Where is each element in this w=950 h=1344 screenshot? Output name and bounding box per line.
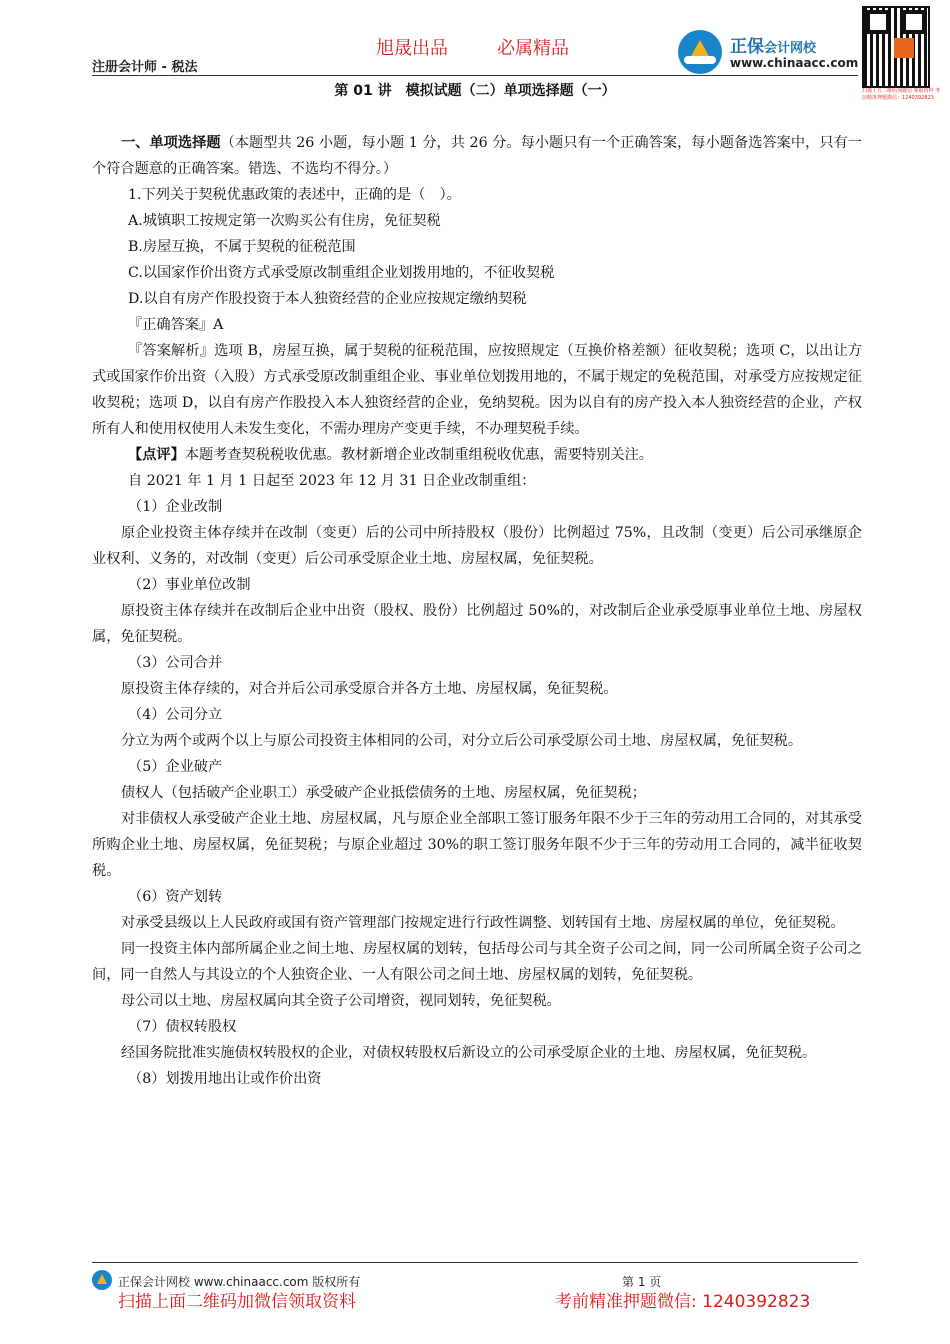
item-paragraph: 债权人（包括破产企业职工）承受破产企业抵偿债务的土地、房屋权属，免征契税； [121, 785, 646, 801]
qr-center-badge-icon [894, 38, 914, 58]
option-d: D.以自有房产作股投资于本人独资经营的企业应按规定缴纳契税 [128, 291, 527, 307]
footer-divider [92, 1262, 858, 1263]
item-paragraph: 原企业投资主体存续并在改制（变更）后的公司中所持股权（股份）比例超过 75%，且改制（变更）后公司承继原企业权利、义务的，对改制（变更）后公司承受原企业土地、房屋权属，免征契税。 [92, 525, 862, 567]
item-paragraph: 原投资主体存续的，对合并后公司承受原合并各方土地、房屋权属，免征契税。 [121, 681, 618, 697]
comment [92, 442, 862, 468]
item-label-3: （3）公司合并 [128, 655, 223, 671]
section-intro-text: （本题型共 26 小题，每小题 1 分，共 26 分。每小题只有一个正确答案，每小题备选答案中，只有一个符合题意的正确答案。错选、不选均不得分。） [92, 135, 862, 177]
qr-note: 扫描上方二维码加微信 领取资料 考前精准押题微信：1240392823 [862, 88, 941, 101]
footer-logo-icon [92, 1270, 112, 1290]
footer-promo-left: 扫描上面二维码加微信领取资料 [118, 1292, 356, 1312]
chinaacc-logo [678, 28, 858, 76]
section-intro [92, 130, 862, 182]
period-statement: 自 2021 年 1 月 1 日起至 2023 年 12 月 31 日企业改制重组： [128, 473, 536, 489]
option-c: C.以国家作价出资方式承受原改制重组企业划拨用地的，不征收契税 [128, 265, 555, 281]
item-label-8: （8）划拨用地出让或作价出资 [128, 1071, 322, 1087]
item-label-5: （5）企业破产 [128, 759, 223, 775]
footer-promo-right: 考前精准押题微信: 1240392823 [555, 1292, 811, 1312]
item-paragraph: 原投资主体存续并在改制后企业中出资（股权、股份）比例超过 50%的，对改制后企业承受原事业单位土地、房屋权属，免征契税。 [92, 603, 862, 645]
header-left-title: 注册会计师 - 税法 [92, 60, 198, 75]
slogan-1: 旭晟出品 [376, 38, 448, 59]
item-paragraph: 对承受县级以上人民政府或国有资产管理部门按规定进行行政性调整、划转国有土地、房屋权属的单位，免征契税。 [121, 915, 845, 931]
correct-answer: 『正确答案』A [128, 317, 224, 333]
question-stem: 1.下列关于契税优惠政策的表述中，正确的是（ ）。 [128, 187, 461, 203]
item-label-7: （7）债权转股权 [128, 1019, 237, 1035]
item-paragraph: 分立为两个或两个以上与原公司投资主体相同的公司，对分立后公司承受原公司土地、房屋权属，免征契税。 [121, 733, 803, 749]
item-label-1: （1）企业改制 [128, 499, 223, 515]
section-heading: 一、单项选择题 [121, 135, 221, 151]
item-paragraph: 同一投资主体内部所属企业之间土地、房屋权属的划转，包括母公司与其全资子公司之间，同一公司所属全资子公司之间，同一自然人与其设立的个人独资企业、一人有限公司之间土地、房屋权属的划转，免征契税。 [92, 941, 862, 983]
item-label-6: （6）资产划转 [128, 889, 223, 905]
document-body [92, 130, 862, 1092]
page-number: 第 1 页 [622, 1275, 662, 1289]
logo-name: 正保会计网校 [730, 37, 817, 57]
comment-label: 【点评】 [128, 447, 185, 463]
item-paragraph: 经国务院批准实施债权转股权的企业，对债权转股权后新设立的公司承受原企业的土地、房屋权属，免征契税。 [121, 1045, 817, 1061]
option-b: B.房屋互换，不属于契税的征税范围 [128, 239, 356, 255]
footer-copyright: 正保会计网校 www.chinaacc.com 版权所有 [118, 1275, 361, 1289]
page-title: 第 01 讲 模拟试题（二）单项选择题（一） [334, 83, 616, 99]
answer-analysis: 『答案解析』选项 B，房屋互换，属于契税的征税范围，应按照规定（互换价格差额）征收契税；选项 C，以出让方式或国家作价出资（入股）方式承受原改制重组企业、事业单位划拨用地的，不属于规定的免税范围，对承受方应按规定征收契税；选项 D，以自有房产作股投入本人独资经营的企业，免纳契税。因为以自有的房产投入本人独资经营的企业，产权所有人和使用权使用人未发生变化，不需办理房产变更手续，不办理契税手续。 [92, 343, 862, 437]
item-paragraph: 母公司以土地、房屋权属向其全资子公司增资，视同划转，免征契税。 [121, 993, 561, 1009]
option-a: A.城镇职工按规定第一次购买公有住房，免征契税 [128, 213, 441, 229]
item-paragraph: 对非债权人承受破产企业土地、房屋权属，凡与原企业全部职工签订服务年限不少于三年的劳动用工合同的，对其承受所购企业土地、房屋权属，免征契税；与原企业超过 30%的职工签订服务年限不少于三年的劳动用工合同的，减半征收契税。 [92, 811, 862, 879]
logo-emblem-icon [678, 30, 722, 74]
comment-text: 本题考查契税税收优惠。教材新增企业改制重组税收优惠，需要特别关注。 [184, 447, 653, 463]
slogan-2: 必属精品 [497, 38, 569, 59]
header-divider [92, 75, 858, 76]
item-label-4: （4）公司分立 [128, 707, 223, 723]
item-label-2: （2）事业单位改制 [128, 577, 251, 593]
logo-url: www.chinaacc.com [730, 56, 859, 70]
